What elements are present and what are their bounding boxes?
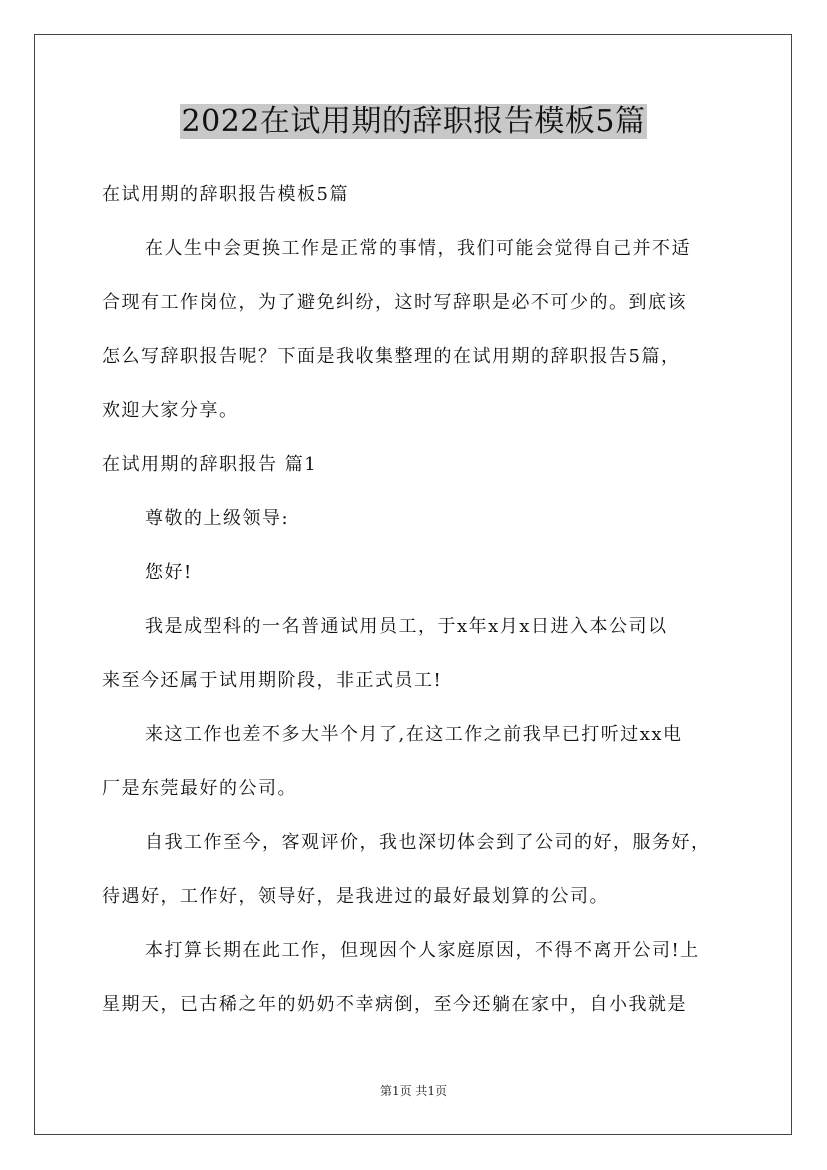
text-line: 在试用期的辞职报告 篇1 — [102, 454, 318, 475]
text-line: 在试用期的辞职报告模板5篇 — [102, 184, 349, 205]
document-title — [0, 100, 827, 144]
text-line: 本打算长期在此工作，但现因个人家庭原因，不得不离开公司!上 — [145, 940, 700, 961]
text-line: 欢迎大家分享。 — [102, 400, 239, 421]
text-line: 待遇好，工作好，领导好，是我进过的最好最划算的公司。 — [102, 886, 609, 907]
text-line: 星期天，已古稀之年的奶奶不幸病倒，至今还躺在家中，自小我就是 — [102, 994, 687, 1015]
text-line: 厂是东莞最好的公司。 — [102, 778, 297, 799]
text-line: 怎么写辞职报告呢？下面是我收集整理的在试用期的辞职报告5篇， — [102, 346, 681, 367]
text-line: 我是成型科的一名普通试用员工，于x年x月x日进入本公司以 — [145, 616, 668, 637]
text-line: 来至今还属于试用期阶段，非正式员工! — [102, 670, 443, 691]
text-line: 自我工作至今，客观评价，我也深切体会到了公司的好，服务好， — [145, 832, 711, 853]
title-highlight: 2022在试用期的辞职报告模板5篇 — [181, 104, 646, 139]
document-body — [102, 168, 742, 1032]
page-footer: 第1页 共1页 — [379, 1084, 448, 1098]
text-line: 来这工作也差不多大半个月了,在这工作之前我早已打听过xx电 — [145, 724, 683, 745]
text-line: 在人生中会更换工作是正常的事情，我们可能会觉得自己并不适 — [145, 238, 691, 259]
text-line: 合现有工作岗位，为了避免纠纷，这时写辞职是必不可少的。到底该 — [102, 292, 687, 313]
text-line: 尊敬的上级领导: — [145, 508, 290, 529]
text-line: 您好! — [145, 562, 193, 583]
